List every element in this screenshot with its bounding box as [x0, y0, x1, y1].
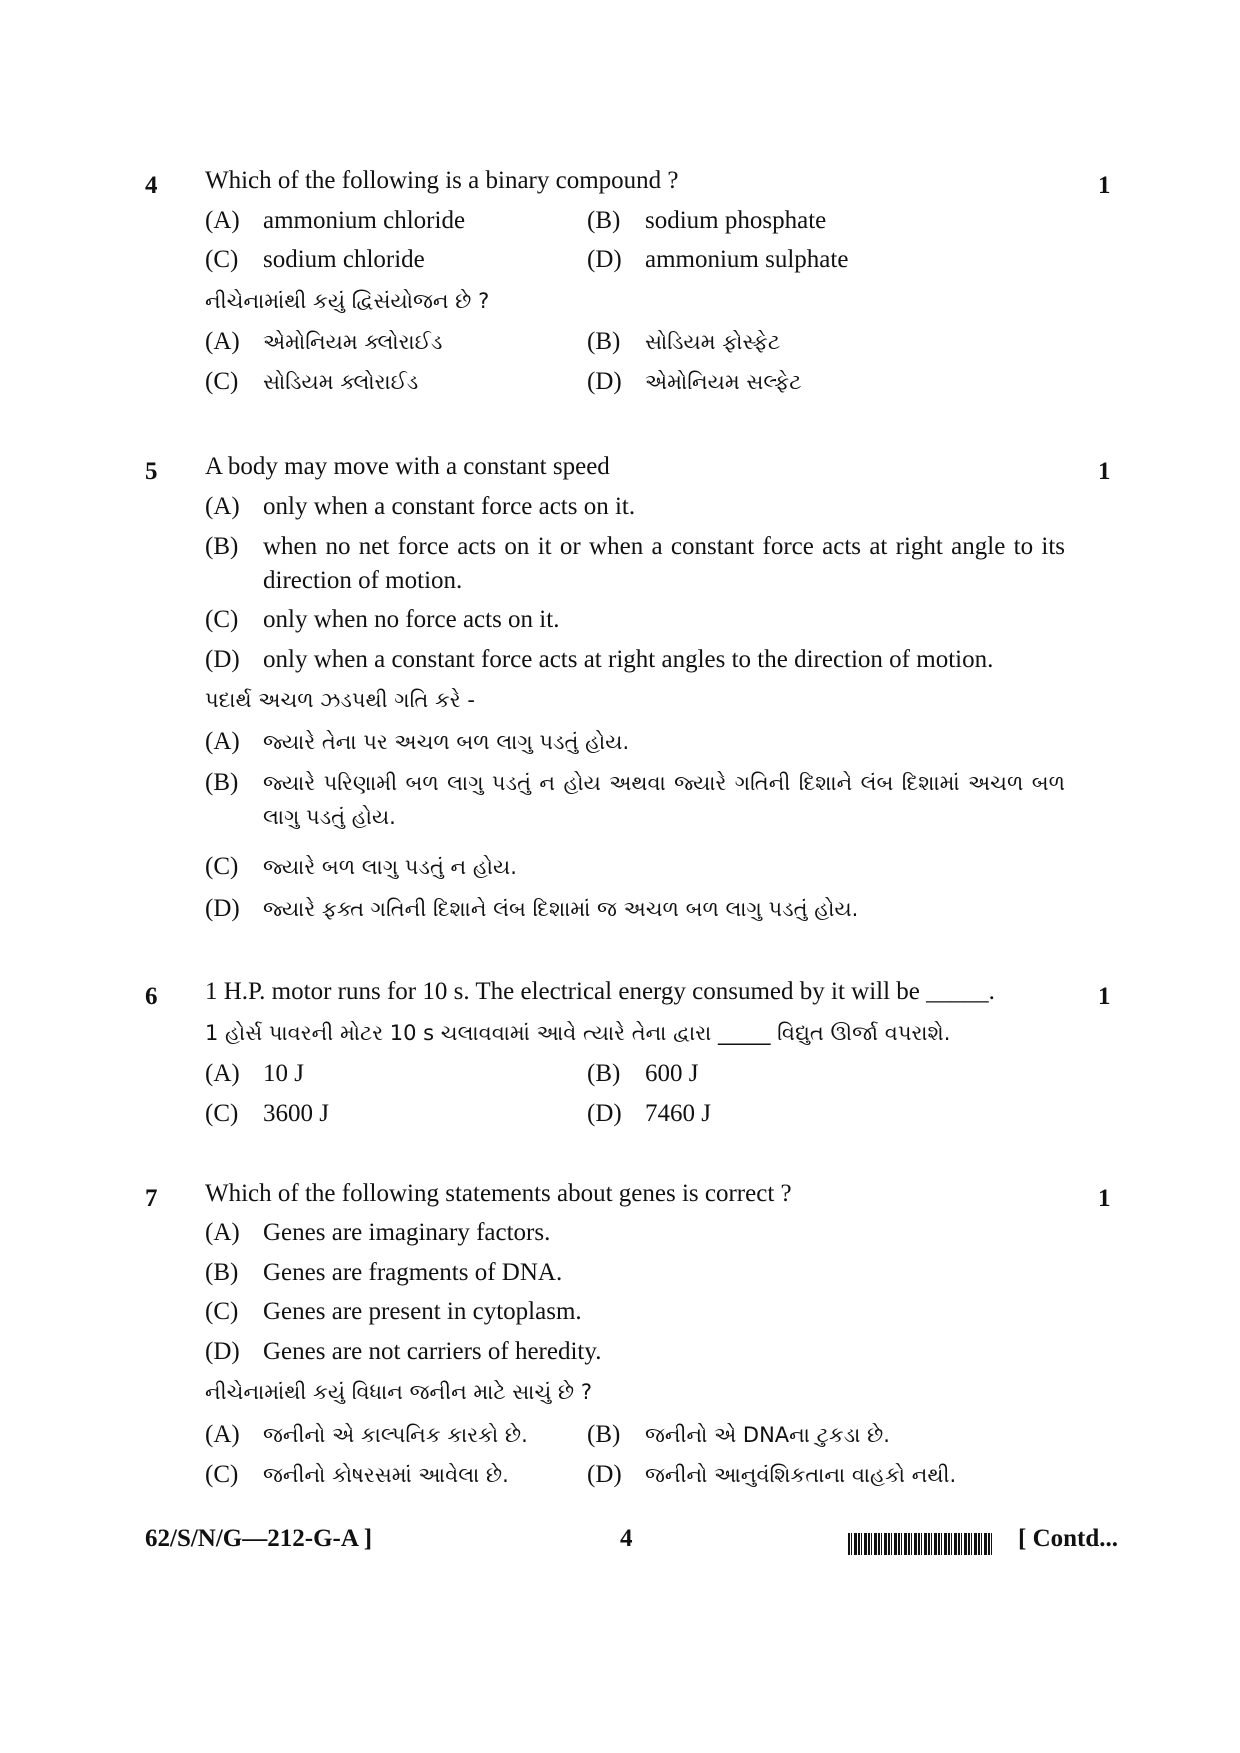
option-d-gu: (D) એમોનિયમ સલ્ફેટ: [587, 368, 802, 395]
option-a-gu: (A) જનીનો એ કાલ્પનિક કારકો છે.: [205, 1421, 528, 1448]
option-b-en: (B) sodium phosphate: [587, 207, 827, 234]
option-b-gu: (B) જનીનો એ DNAના ટુકડા છે.: [587, 1421, 890, 1448]
question-stem-gu: નીચેનામાંથી કયું દ્વિસંયોજન છે ?: [205, 289, 490, 313]
option-a-gu: (A) એમોનિયમ ક્લોરાઈડ: [205, 328, 443, 355]
question-stem-en: 1 H.P. motor runs for 10 s. The electrical energy consumed by it will be _____.: [205, 978, 995, 1005]
option-c-en: (C) sodium chloride: [205, 246, 425, 273]
option-b-en: (B) Genes are fragments of DNA.: [205, 1259, 563, 1286]
option-c-gu: (C) જનીનો કોષરસમાં આવેલા છે.: [205, 1461, 509, 1488]
option-c-en: (C) only when no force acts on it.: [205, 606, 560, 633]
option-a-en: (A) only when a constant force acts on it.: [205, 493, 636, 520]
question-stem-en: Which of the following is a binary compound ?: [205, 167, 679, 194]
question-number: 4: [145, 172, 158, 199]
option-b-gu: (B) જ્યારે પરિણામી બળ લાગુ પડતું ન હોય અથવા જ્યારે ગતિની દિશાને લંબ દિશામાં અચળ બળ લાગુ પડતું હોય.: [205, 769, 1065, 829]
page-footer: [0, 1525, 1240, 1565]
option-c-en: (C) Genes are present in cytoplasm.: [205, 1298, 582, 1325]
option-d-gu: (D) જનીનો આનુવંશિકતાના વાહકો નથી.: [587, 1461, 957, 1488]
question-number: 6: [145, 983, 158, 1010]
question-stem-gu: પદાર્થ અચળ ઝડપથી ગતિ કરે -: [205, 688, 475, 712]
option-c-gu: (C) સોડિયમ ક્લોરાઈડ: [205, 368, 419, 395]
option-d-gu: (D) જ્યારે ફક્ત ગતિની દિશાને લંબ દિશામાં જ અચળ બળ લાગુ પડતું હોય.: [205, 895, 859, 922]
question-stem-en: A body may move with a constant speed: [205, 453, 610, 480]
option-a-en: (A) ammonium chloride: [205, 207, 466, 234]
option-a-gu: (A) જ્યારે તેના પર અચળ બળ લાગુ પડતું હોય.: [205, 728, 630, 755]
option-b-en: (B) when no net force acts on it or when a constant force acts at right angle to its direction of motion.: [205, 533, 1065, 594]
question-stem-gu: 1 હોર્સ પાવરની મોટર 10 s ચલાવવામાં આવે ત્યારે તેના દ્વારા _____ વિદ્યુત ઊર્જા વપરાશે.: [205, 1021, 951, 1045]
option-b-gu: (B) સોડિયમ ફોસ્ફેટ: [587, 328, 781, 355]
question-stem-gu: નીચેનામાંથી કયું વિધાન જનીન માટે સાચું છે ?: [205, 1380, 592, 1404]
option-a-en: (A) Genes are imaginary factors.: [205, 1219, 551, 1246]
paper-code: 62/S/N/G—212-G-A ]: [145, 1525, 373, 1552]
option-c: (C) 3600 J: [205, 1100, 329, 1127]
question-marks: 1: [1098, 458, 1111, 485]
question-marks: 1: [1098, 1185, 1111, 1212]
barcode-icon: [848, 1533, 993, 1555]
page-number: 4: [620, 1525, 633, 1552]
question-number: 7: [145, 1185, 158, 1212]
option-c-gu: (C) જ્યારે બળ લાગુ પડતું ન હોય.: [205, 853, 517, 880]
question-stem-en: Which of the following statements about genes is correct ?: [205, 1180, 792, 1207]
option-b: (B) 600 J: [587, 1060, 699, 1087]
question-marks: 1: [1098, 172, 1111, 199]
continued-label: [ Contd...: [1018, 1525, 1119, 1552]
question-number: 5: [145, 458, 158, 485]
option-d-en: (D) Genes are not carriers of heredity.: [205, 1338, 602, 1365]
option-a: (A) 10 J: [205, 1060, 304, 1087]
option-d-en: (D) ammonium sulphate: [587, 246, 849, 273]
option-d: (D) 7460 J: [587, 1100, 711, 1127]
question-marks: 1: [1098, 983, 1111, 1010]
option-d-en: (D) only when a constant force acts at right angles to the direction of motion.: [205, 646, 994, 673]
